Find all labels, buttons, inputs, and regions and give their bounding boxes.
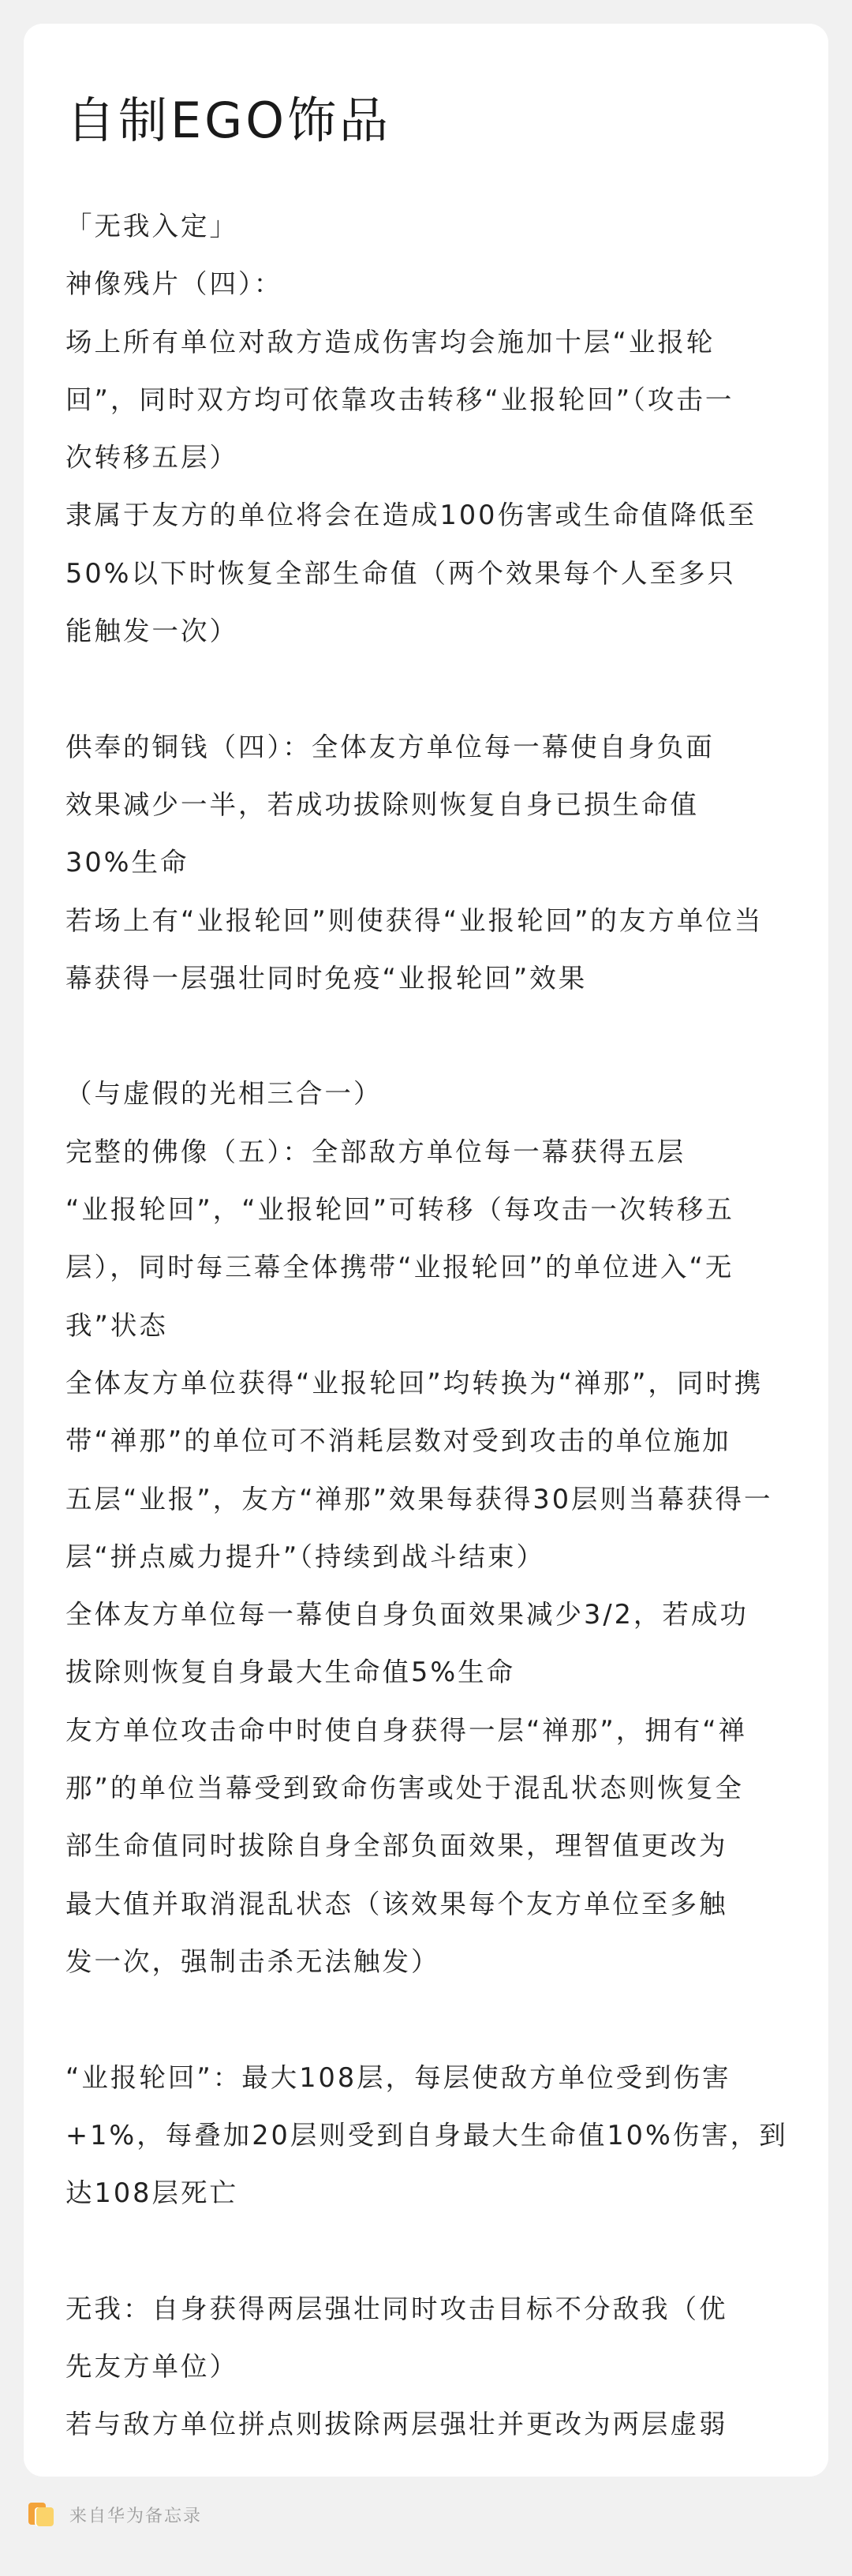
blank-line xyxy=(65,660,775,717)
note-line: 若与敌方单位拼点则拔除两层强壮并更改为两层虚弱 xyxy=(65,2409,728,2440)
source-footer xyxy=(28,2499,202,2530)
note-line: 最大值并取消混乱状态（该效果每个友方单位至多触 xyxy=(65,1888,728,1919)
note-body xyxy=(65,197,788,2454)
note-line: 拔除则恢复自身最大生命值5%生命 xyxy=(65,1657,516,1688)
note-line: 能触发一次） xyxy=(65,616,238,647)
note-line: 若场上有“业报轮回”则使获得“业报轮回”的友方单位当 xyxy=(65,904,764,936)
note-line: 我”状态 xyxy=(65,1309,168,1341)
note-line: 无我：自身获得两层强壮同时攻击目标不分敌我（优 xyxy=(65,2293,728,2324)
blank-line xyxy=(65,1990,775,2048)
note-title: 自制EGO饰品 xyxy=(66,92,392,149)
note-line: 那”的单位当幕受到致命伤害或处于混乱状态则恢复全 xyxy=(65,1773,744,1804)
note-line: 部生命值同时拔除自身全部负面效果，理智值更改为 xyxy=(65,1830,728,1862)
note-line: 层），同时每三幕全体携带“业报轮回”的单位进入“无 xyxy=(65,1252,734,1283)
note-line: 幕获得一层强壮同时免疫“业报轮回”效果 xyxy=(65,962,588,994)
note-line: 30%生命 xyxy=(65,847,189,878)
blank-line xyxy=(65,2222,775,2279)
memo-app-icon xyxy=(28,2501,55,2528)
source-label: 来自华为备忘录 xyxy=(69,2506,203,2526)
note-line: 先友方单位） xyxy=(65,2350,238,2382)
note-line: 50%以下时恢复全部生命值（两个效果每个人至多只 xyxy=(65,557,736,589)
note-line: 效果减少一半，若成功拔除则恢复自身已损生命值 xyxy=(65,788,699,820)
note-line: 全体友方单位每一幕使自身负面效果减少3/2，若成功 xyxy=(65,1599,749,1631)
note-line: 层“拼点威力提升”（持续到战斗结束） xyxy=(65,1541,545,1572)
note-line: 供奉的铜钱（四）：全体友方单位每一幕使自身负面 xyxy=(65,731,715,762)
note-line: 完整的佛像（五）：全部敌方单位每一幕获得五层 xyxy=(65,1136,686,1167)
note-line: 隶属于友方的单位将会在造成100伤害或生命值降低至 xyxy=(65,500,757,531)
note-line: “业报轮回”，“业报轮回”可转移（每攻击一次转移五 xyxy=(65,1194,734,1226)
note-line: 带“禅那”的单位可不消耗层数对受到攻击的单位施加 xyxy=(65,1425,731,1457)
note-line: 次转移五层） xyxy=(65,442,238,474)
note-line: 场上所有单位对敌方造成伤害均会施加十层“业报轮 xyxy=(65,326,716,358)
note-line: 神像残片（四）： xyxy=(65,268,283,300)
note-line: 达108层死亡 xyxy=(65,2177,238,2209)
note-line: 友方单位攻击命中时使自身获得一层“禅那”，拥有“禅 xyxy=(65,1714,748,1746)
note-card xyxy=(24,24,828,2477)
note-line: 回”，同时双方均可依靠攻击转移“业报轮回”（攻击一 xyxy=(65,384,734,415)
note-line: 全体友方单位获得“业报轮回”均转换为“禅那”，同时携 xyxy=(65,1367,764,1398)
note-line: （与虚假的光相三合一） xyxy=(65,1078,383,1110)
note-line: 五层“业报”，友方“禅那”效果每获得30层则当幕获得一 xyxy=(65,1483,773,1515)
blank-line xyxy=(65,1007,775,1065)
note-line: 发一次，强制击杀无法触发） xyxy=(65,1945,440,1977)
note-line: +1%，每叠加20层则受到自身最大生命值10%伤害，到 xyxy=(65,2119,788,2151)
note-line: “业报轮回”：最大108层，每层使敌方单位受到伤害 xyxy=(65,2061,731,2093)
note-line: 「无我入定」 xyxy=(65,211,238,242)
